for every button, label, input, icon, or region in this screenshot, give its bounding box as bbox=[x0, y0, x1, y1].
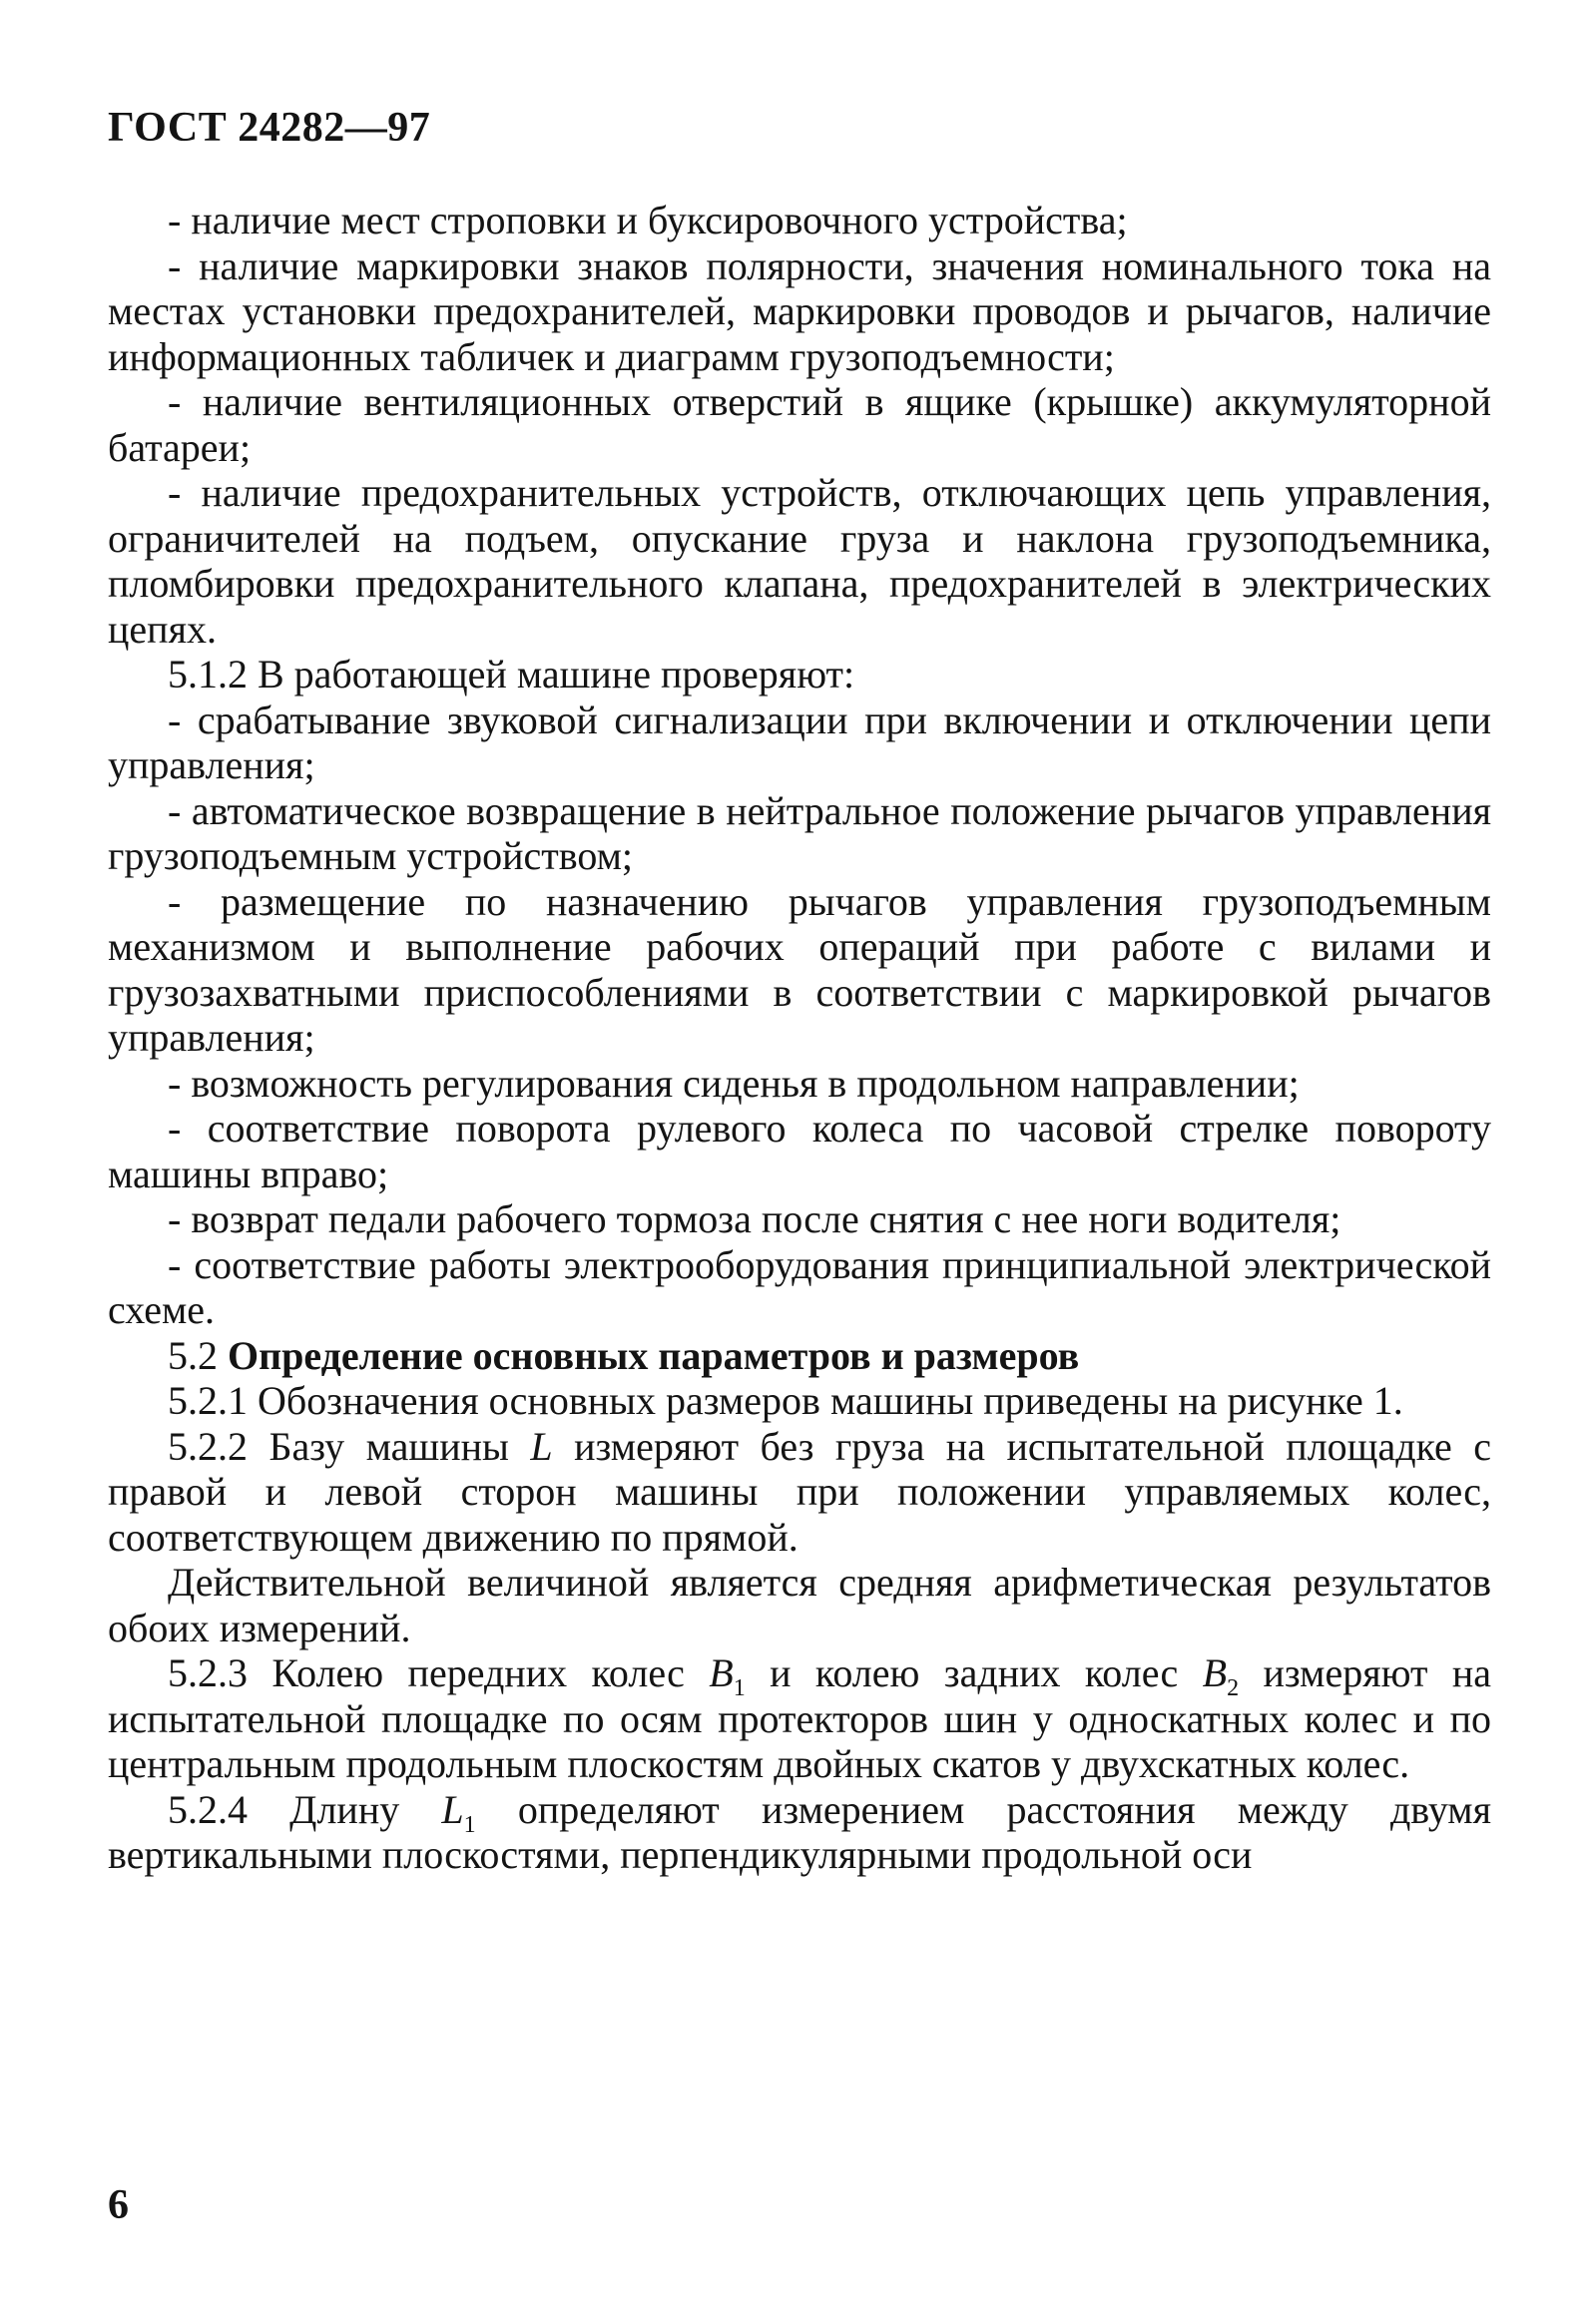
math-symbol: L bbox=[530, 1423, 553, 1469]
paragraph bbox=[108, 1787, 1491, 1878]
text-run: измеряют без груза на испытательной площадке с правой и левой сторон машины при положении управляемых колес, соответствующем движению по прямой. bbox=[108, 1423, 1492, 1560]
paragraph: - наличие предохранительных устройств, отключающих цепь управления, ограничителей на подъем, опускание груза и наклона грузоподъемника, пломбировки предохранительного клапана, предохранителей в электрических цепях. bbox=[108, 470, 1491, 652]
page-number: 6 bbox=[108, 2182, 129, 2228]
paragraph bbox=[108, 1424, 1491, 1561]
math-symbol: B bbox=[709, 1650, 734, 1695]
text-run: 5.2.4 Длину bbox=[168, 1786, 442, 1832]
paragraph: - соответствие поворота рулевого колеса по часовой стрелке повороту машины вправо; bbox=[108, 1106, 1491, 1196]
paragraph: - автоматическое возвращение в нейтральное положение рычагов управления грузоподъемным устройством; bbox=[108, 787, 1491, 878]
paragraph: - возврат педали рабочего тормоза после снятия с нее ноги водителя; bbox=[168, 1196, 1341, 1241]
paragraph: - размещение по назначению рычагов управления грузоподъемным механизмом и выполнение рабочих операций при работе с вилами и грузозахватными приспособлениями в соответствии с маркировкой рычагов управления; bbox=[108, 878, 1491, 1060]
section-title: Определение основных параметров и размеров bbox=[228, 1332, 1080, 1378]
paragraph: - наличие маркировки знаков полярности, значения номинального тока на местах установки предохранителей, маркировки проводов и рычагов, наличие информационных табличек и диаграмм грузоподъемности; bbox=[108, 242, 1491, 379]
paragraph: 5.1.2 В работающей машине проверяют: bbox=[168, 652, 855, 697]
math-symbol: B bbox=[1202, 1650, 1228, 1695]
paragraph: - наличие мест строповки и буксировочного устройства; bbox=[168, 198, 1128, 242]
text-run: 5.2.2 Базу машины bbox=[168, 1423, 531, 1469]
text-run: измеряют на испытательной площадке по осям протекторов шин у односкатных колес и по центральным продольным плоскостям двойных скатов у двухскатных колес. bbox=[108, 1650, 1491, 1786]
math-subscript: 1 bbox=[733, 1675, 746, 1701]
document-header: ГОСТ 24282—97 bbox=[108, 105, 431, 151]
paragraph: Действительной величиной является средняя арифметическая результатов обоих измерений. bbox=[108, 1560, 1491, 1650]
text-run: определяют измерением расстояния между двумя вертикальными плоскостями, перпендикулярными продольной оси bbox=[108, 1786, 1491, 1877]
paragraph: - соответствие работы электрооборудования принципиальной электрической схеме. bbox=[108, 1241, 1491, 1332]
document-body bbox=[108, 198, 1491, 1878]
paragraph: - срабатывание звуковой сигнализации при включении и отключении цепи управления; bbox=[108, 697, 1491, 787]
text-run: и колею задних колес bbox=[745, 1650, 1203, 1695]
paragraph: - наличие вентиляционных отверстий в ящике (крышке) аккумуляторной батареи; bbox=[108, 379, 1491, 470]
paragraph: 5.2.1 Обозначения основных размеров машины приведены на рисунке 1. bbox=[168, 1378, 1403, 1423]
math-subscript: 1 bbox=[463, 1811, 476, 1838]
text-run: 5.2.3 Колею передних колес bbox=[168, 1650, 710, 1695]
math-subscript: 2 bbox=[1227, 1675, 1240, 1701]
section-number: 5.2 bbox=[168, 1332, 218, 1378]
section-heading bbox=[108, 1333, 1491, 1379]
math-symbol: L bbox=[441, 1786, 464, 1832]
paragraph: - возможность регулирования сиденья в продольном направлении; bbox=[168, 1060, 1300, 1106]
paragraph bbox=[108, 1650, 1491, 1787]
